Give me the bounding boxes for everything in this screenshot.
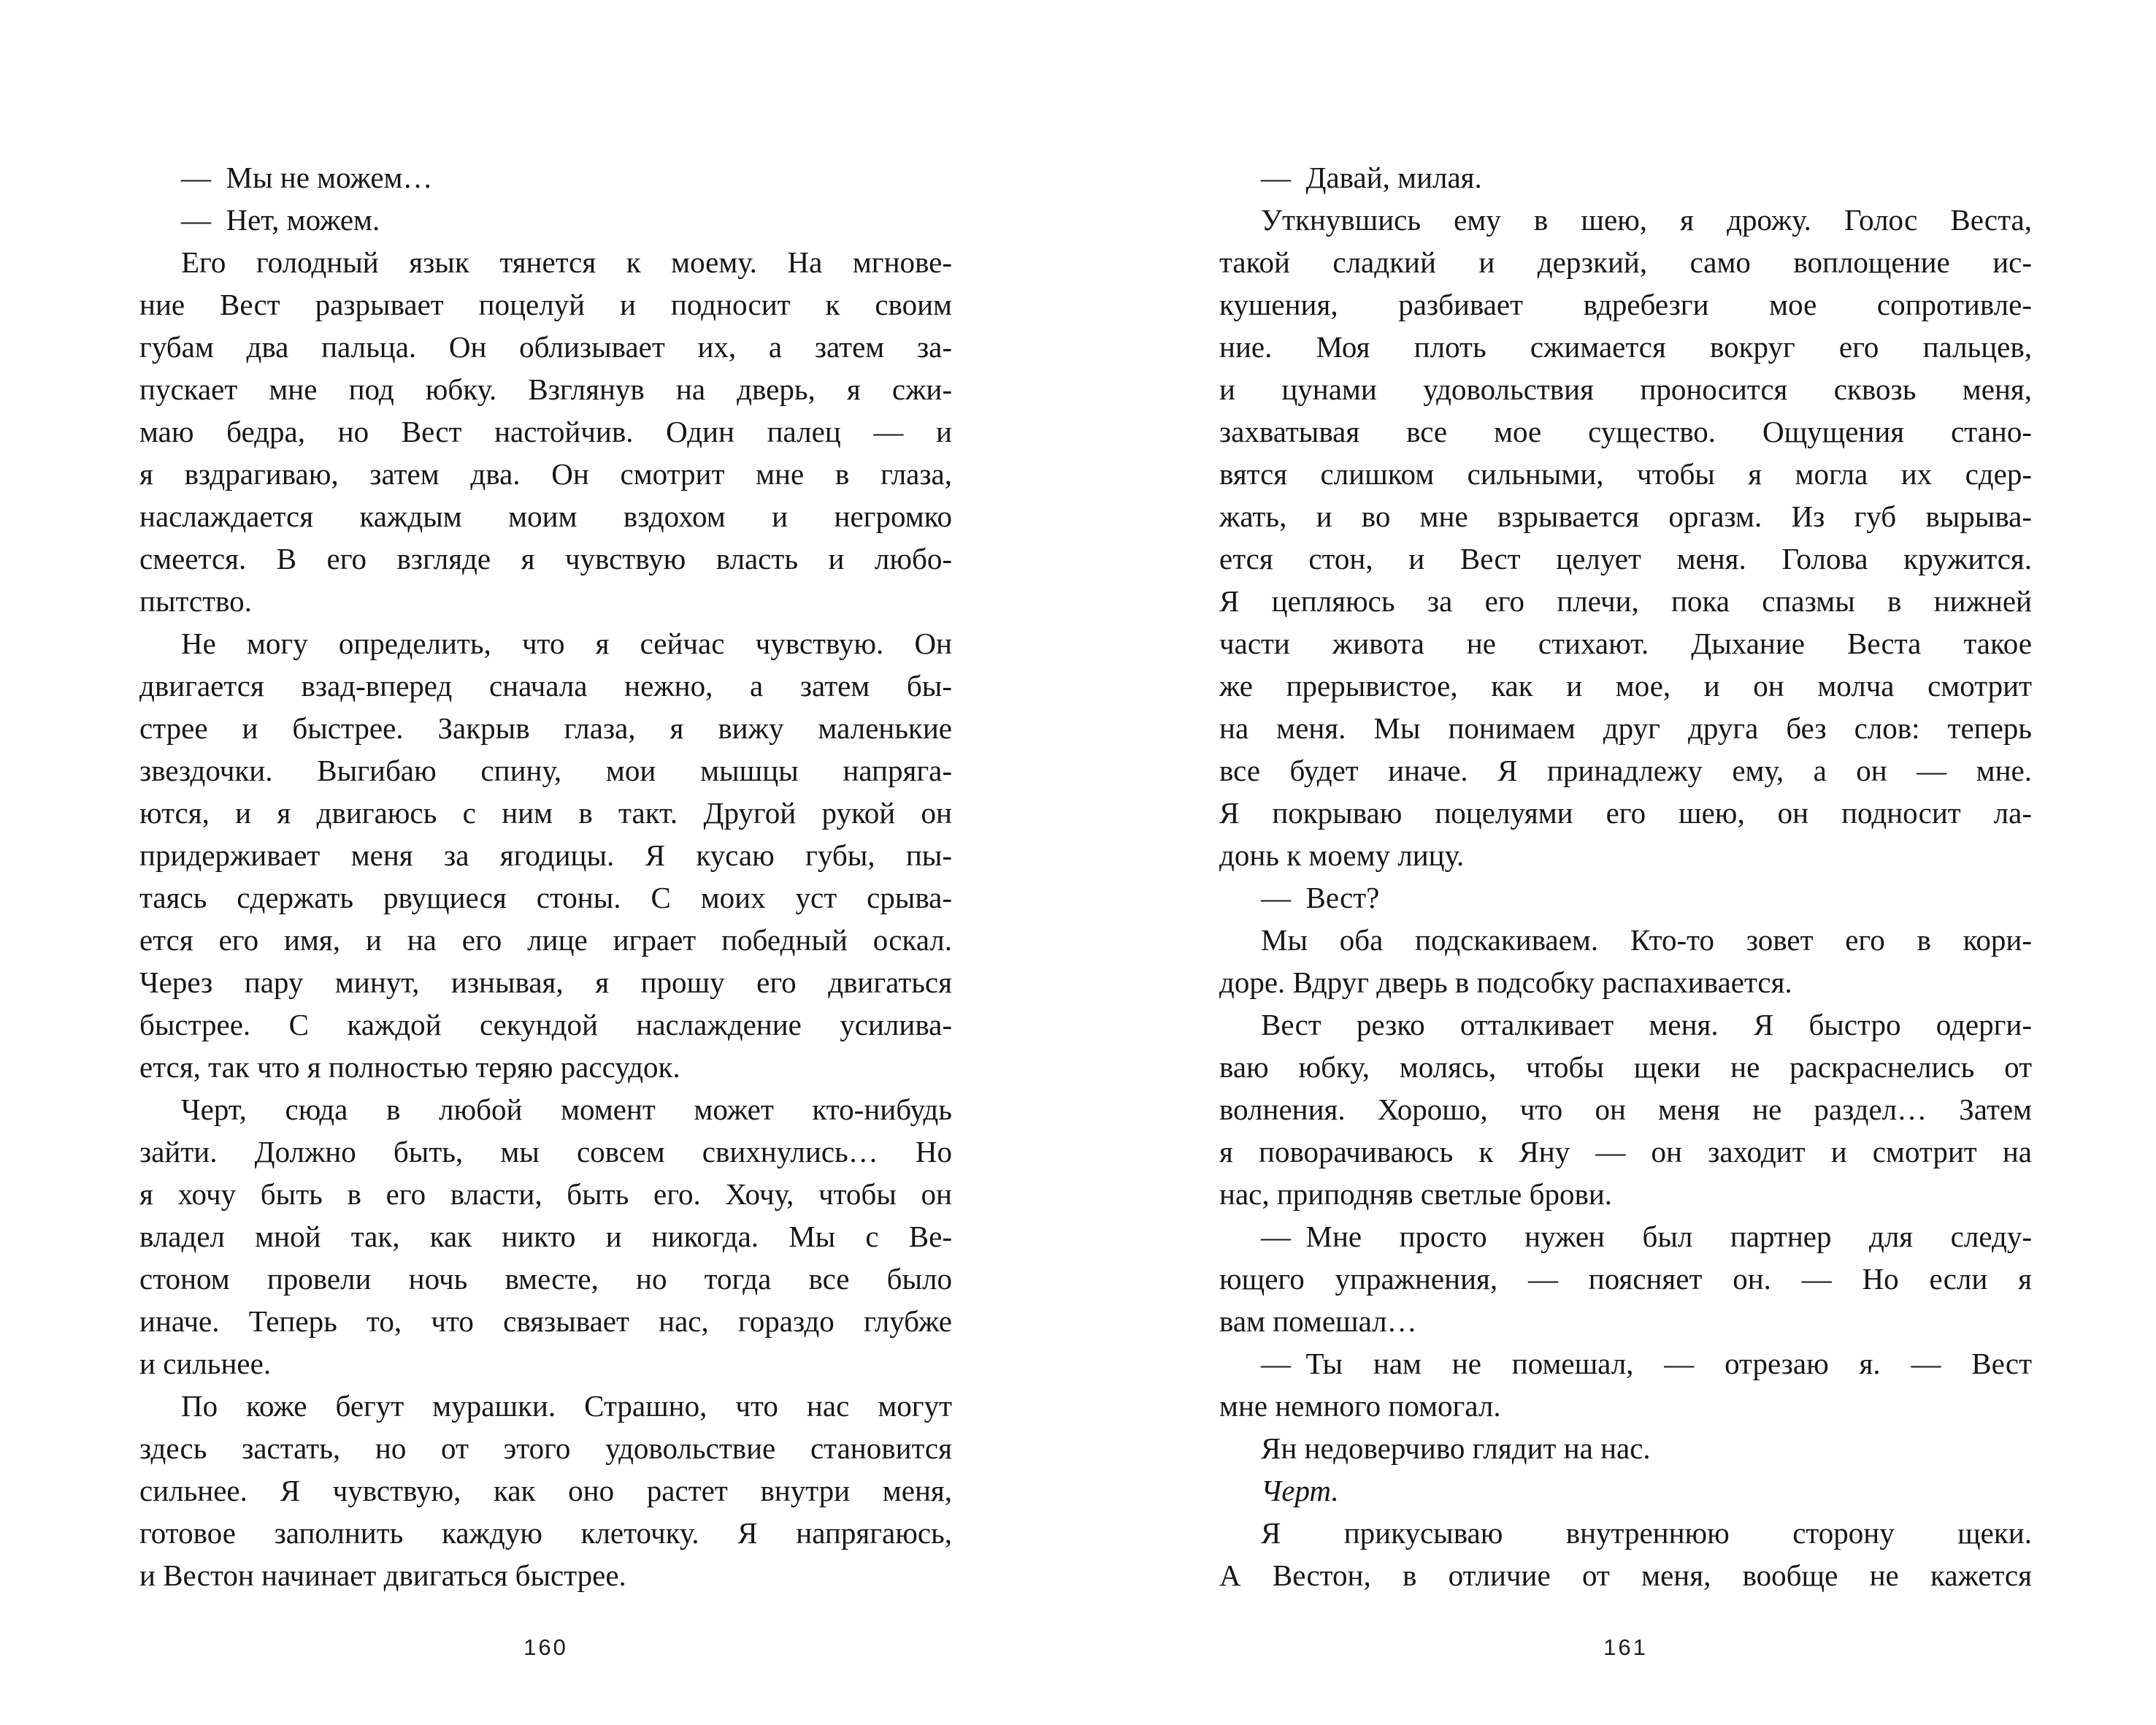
text-line: захватывая все мое существо. Ощущения стано- <box>1219 415 2032 448</box>
text-line: ющего упражнения, — поясняет он. — Но если я <box>1219 1262 2032 1296</box>
text-line: сильнее. Я чувствую, как оно растет внутри меня, <box>139 1474 952 1507</box>
right-page-text <box>1219 156 2032 1596</box>
text-line: таясь сдержать рвущиеся стоны. С моих уст срыва- <box>139 881 952 914</box>
text-line: Его голодный язык тянется к моему. На мгнове- <box>181 245 952 279</box>
text-line: — Нет, можем. <box>181 203 380 237</box>
text-line: смеется. В его взгляде я чувствую власть и любо- <box>139 542 952 575</box>
text-line: части живота не стихают. Дыхание Веста такое <box>1219 627 2032 660</box>
text-line: — Вест? <box>1261 881 1380 914</box>
text-line: ваю юбку, молясь, чтобы щеки не раскраснелись от <box>1219 1050 2032 1084</box>
text-line: доре. Вдруг дверь в подсобку распахивается. <box>1219 965 1792 999</box>
text-line: двигается взад-вперед сначала нежно, а затем бы- <box>139 669 952 703</box>
text-line: Я цепляюсь за его плечи, пока спазмы в нижней <box>1219 584 2032 618</box>
text-line: донь к моему лицу. <box>1219 838 1465 872</box>
text-line: Черт, сюда в любой момент может кто-нибудь <box>181 1093 952 1126</box>
text-line: ется его имя, и на его лице играет победный оскал. <box>139 923 952 957</box>
text-line: Ян недоверчиво глядит на нас. <box>1261 1431 1651 1465</box>
text-line: Уткнувшись ему в шею, я дрожу. Голос Веста, <box>1261 203 2032 237</box>
text-line: зайти. Должно быть, мы совсем свихнулись… Но <box>139 1135 952 1169</box>
text-line: наслаждается каждым моим вздохом и негромко <box>139 500 952 533</box>
text-line: Черт. <box>1261 1474 1339 1507</box>
text-line: — Давай, милая. <box>1261 161 1482 194</box>
text-line: стоном провели ночь вместе, но тогда все было <box>139 1262 952 1296</box>
text-line: ются, и я двигаюсь с ним в такт. Другой рукой он <box>139 796 952 830</box>
text-line: Не могу определить, что я сейчас чувствую. Он <box>181 627 952 660</box>
text-line: и Вестон начинает двигаться быстрее. <box>139 1558 626 1592</box>
text-line: мне немного помогал. <box>1219 1389 1501 1423</box>
text-line: я поворачиваюсь к Яну — он заходит и смотрит на <box>1219 1135 2032 1169</box>
text-line: вятся слишком сильными, чтобы я могла их сдер- <box>1219 457 2032 491</box>
text-line: По коже бегут мурашки. Страшно, что нас могут <box>181 1389 952 1423</box>
text-line: пытство. <box>139 584 252 618</box>
text-line: я хочу быть в его власти, быть его. Хочу, чтобы он <box>139 1177 952 1211</box>
text-line: ется, так что я полностью теряю рассудок. <box>139 1050 680 1084</box>
text-line: иначе. Теперь то, что связывает нас, гораздо глубже <box>139 1304 952 1338</box>
text-line: владел мной так, как никто и никогда. Мы с Ве- <box>139 1220 952 1253</box>
text-line: такой сладкий и дерзкий, само воплощение ис- <box>1219 245 2032 279</box>
text-line: Мы оба подскакиваем. Кто-то зовет его в кори- <box>1261 923 2032 957</box>
text-line: жать, и во мне взрывается оргазм. Из губ вырыва- <box>1219 500 2032 533</box>
text-line: А Вестон, в отличие от меня, вообще не кажется <box>1219 1558 2032 1592</box>
text-line: кушения, разбивает вдребезги мое сопротивле- <box>1219 288 2032 321</box>
left-page-text <box>139 156 952 1596</box>
right-page-number: 161 <box>1603 1634 1648 1660</box>
text-line: нас, приподняв светлые брови. <box>1219 1177 1613 1211</box>
text-line: Через пару минут, изнывая, я прошу его двигаться <box>139 965 952 999</box>
text-line: стрее и быстрее. Закрыв глаза, я вижу маленькие <box>139 711 952 745</box>
text-line: Вест резко отталкивает меня. Я быстро одерги- <box>1261 1008 2032 1041</box>
text-line: маю бедра, но Вест настойчив. Один палец — и <box>139 415 952 448</box>
text-line: здесь застать, но от этого удовольствие становится <box>139 1431 952 1465</box>
text-line: звездочки. Выгибаю спину, мои мышцы напряга- <box>139 754 952 787</box>
text-line: ется стон, и Вест целует меня. Голова кружится. <box>1219 542 2032 575</box>
text-line: ние. Моя плоть сжимается вокруг его пальцев, <box>1219 330 2032 364</box>
text-line: — Ты нам не помешал, — отрезаю я. — Вест <box>1261 1347 2032 1380</box>
text-line: быстрее. С каждой секундой наслаждение усилива- <box>139 1008 952 1041</box>
text-line: и сильнее. <box>139 1347 272 1380</box>
text-line: Я покрываю поцелуями его шею, он подносит ла- <box>1219 796 2032 830</box>
text-line: волнения. Хорошо, что он меня не раздел… Затем <box>1219 1093 2032 1126</box>
text-line: все будет иначе. Я принадлежу ему, а он — мне. <box>1219 754 2032 787</box>
text-line: придерживает меня за ягодицы. Я кусаю губы, пы- <box>139 838 952 872</box>
text-line: готовое заполнить каждую клеточку. Я напрягаюсь, <box>139 1516 952 1550</box>
text-line: ние Вест разрывает поцелуй и подносит к своим <box>139 288 952 321</box>
text-line: — Мы не можем… <box>181 161 433 194</box>
text-line: пускает мне под юбку. Взглянув на дверь, я сжи- <box>139 372 952 406</box>
text-line: Я прикусываю внутреннюю сторону щеки. <box>1261 1516 2032 1550</box>
text-line: и цунами удовольствия проносится сквозь меня, <box>1219 372 2032 406</box>
text-line: — Мне просто нужен был партнер для следу- <box>1261 1220 2032 1253</box>
text-line: я вздрагиваю, затем два. Он смотрит мне в глаза, <box>139 457 952 491</box>
right-page <box>1078 0 2156 1725</box>
left-page-number: 160 <box>523 1634 568 1660</box>
text-line: вам помешал… <box>1219 1304 1417 1338</box>
text-line: же прерывистое, как и мое, и он молча смотрит <box>1219 669 2032 703</box>
text-line: на меня. Мы понимаем друг друга без слов: теперь <box>1219 711 2032 745</box>
text-line: губам два пальца. Он облизывает их, а затем за- <box>139 330 952 364</box>
